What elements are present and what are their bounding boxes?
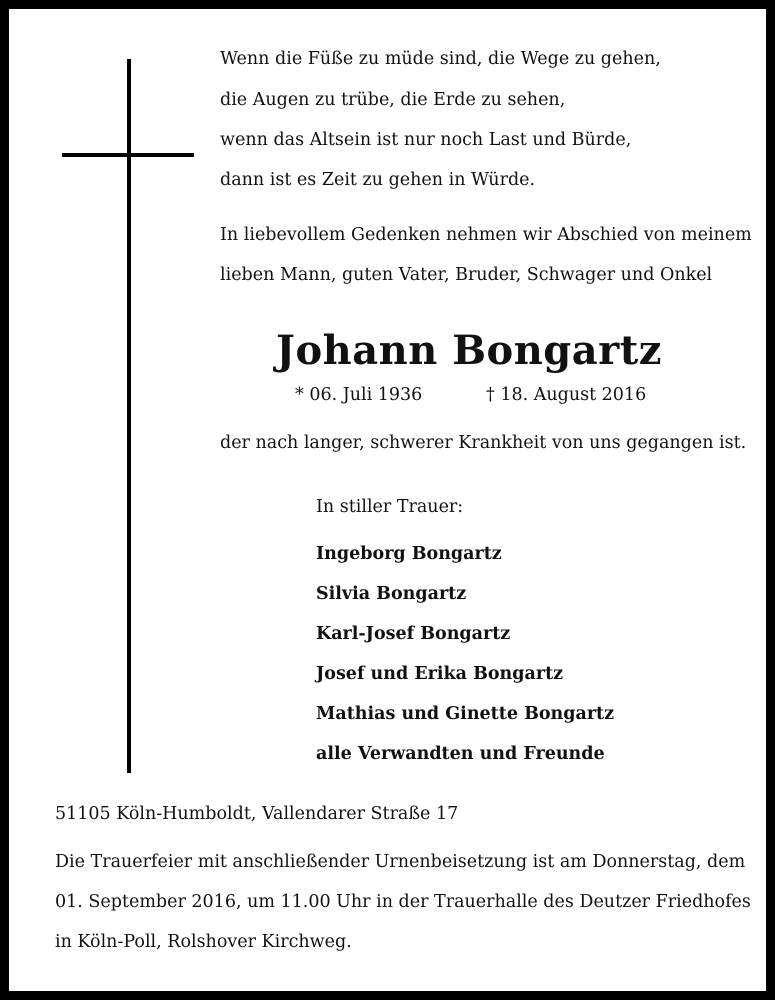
passing-statement: der nach langer, schwerer Krankheit von uns gegangen ist. — [220, 433, 747, 453]
death-date: † 18. August 2016 — [486, 385, 647, 405]
mourner-name: Karl-Josef Bongartz — [316, 624, 511, 644]
funeral-line: 01. September 2016, um 11.00 Uhr in der Trauerhalle des Deutzer Friedhofes — [55, 892, 751, 912]
deceased-name: Johann Bongartz — [276, 327, 662, 374]
address: 51105 Köln-Humboldt, Vallendarer Straße 17 — [55, 804, 459, 824]
mourner-name: alle Verwandten und Freunde — [316, 744, 605, 764]
poem-line: Wenn die Füße zu müde sind, die Wege zu gehen, — [220, 49, 661, 69]
cross-icon-vertical-bar — [127, 59, 131, 773]
poem-line: dann ist es Zeit zu gehen in Würde. — [220, 170, 536, 190]
funeral-line: in Köln-Poll, Rolshover Kirchweg. — [55, 932, 352, 952]
mourner-name: Silvia Bongartz — [316, 584, 467, 604]
funeral-line: Die Trauerfeier mit anschließender Urnenbeisetzung ist am Donnerstag, dem — [55, 852, 746, 872]
mourner-name: Josef und Erika Bongartz — [316, 664, 564, 684]
mourning-heading: In stiller Trauer: — [316, 497, 464, 517]
poem-line: wenn das Altsein ist nur noch Last und Bürde, — [220, 130, 632, 150]
intro-line: In liebevollem Gedenken nehmen wir Abschied von meinem — [220, 225, 752, 245]
intro-line: lieben Mann, guten Vater, Bruder, Schwager und Onkel — [220, 265, 713, 285]
cross-icon-horizontal-bar — [62, 153, 194, 157]
mourner-name: Mathias und Ginette Bongartz — [316, 704, 615, 724]
birth-date: * 06. Juli 1936 — [295, 385, 423, 405]
mourner-name: Ingeborg Bongartz — [316, 544, 502, 564]
poem-line: die Augen zu trübe, die Erde zu sehen, — [220, 90, 566, 110]
